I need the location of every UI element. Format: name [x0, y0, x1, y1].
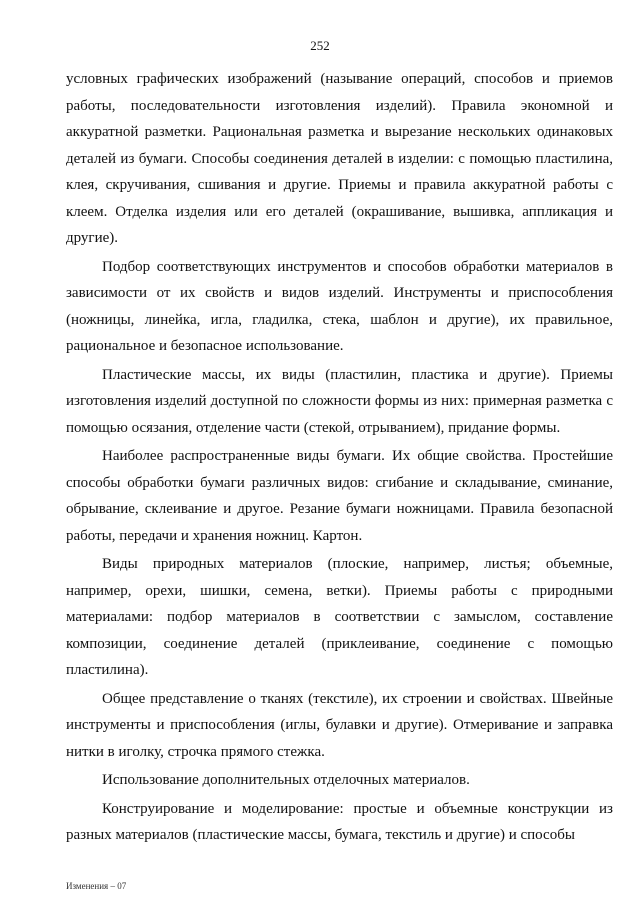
paragraph-construction: Конструирование и моделирование: простые и объемные конструкции из разных материалов (пластические массы, бумага, текстиль и другие) и способы	[66, 800, 613, 843]
paragraph-plastic-masses: Пластические массы, их виды (пластилин, пластика и другие). Приемы изготовления изделий доступной по сложности формы из них: примерная разметка с помощью осязания, отделение части (стекой, отрыванием), придание формы.	[66, 366, 613, 436]
paragraph-natural-materials: Виды природных материалов (плоские, например, листья; объемные, например, орехи, шишки, семена, ветки). Приемы работы с природными материалами: подбор материалов в соответствии с замыслом, составление композиции, соединение деталей (приклеивание, соединение с помощью пластилина).	[66, 556, 613, 678]
paragraph-tools: Подбор соответствующих инструментов и способов обработки материалов в зависимости от их свойств и видов изделий. Инструменты и приспособления (ножницы, линейка, игла, гладилка, стека, шаблон и другие), их правильное, рациональное и безопасное использование.	[66, 258, 613, 354]
paragraph-paper: Наиболее распространенные виды бумаги. Их общие свойства. Простейшие способы обработки бумаги различных видов: сгибание и складывание, сминание, обрывание, склеивание и другое. Резание бумаги ножницами. Правила безопасной работы, передачи и хранения ножниц. Картон.	[66, 448, 613, 544]
document-body	[66, 66, 613, 849]
footer-revision-note: Изменения – 07	[66, 881, 127, 891]
paragraph-finishing-materials: Использование дополнительных отделочных материалов.	[102, 772, 470, 788]
page-number: 252	[310, 38, 330, 53]
paragraph-textiles: Общее представление о тканях (текстиле), их строении и свойствах. Швейные инструменты и приспособления (иглы, булавки и другие). Отмеривание и заправка нитки в иголку, строчка прямого стежка.	[66, 690, 613, 760]
paragraph-continuation: условных графических изображений (называние операций, способов и приемов работы, последовательности изготовления изделий). Правила экономной и аккуратной разметки. Рациональная разметка и вырезание нескольких одинаковых деталей из бумаги. Способы соединения деталей в изделии: с помощью пластилина, клея, скручивания, сшивания и другие. Приемы и правила аккуратной работы с клеем. Отделка изделия или его деталей (окрашивание, вышивка, аппликация и другие).	[66, 71, 613, 246]
